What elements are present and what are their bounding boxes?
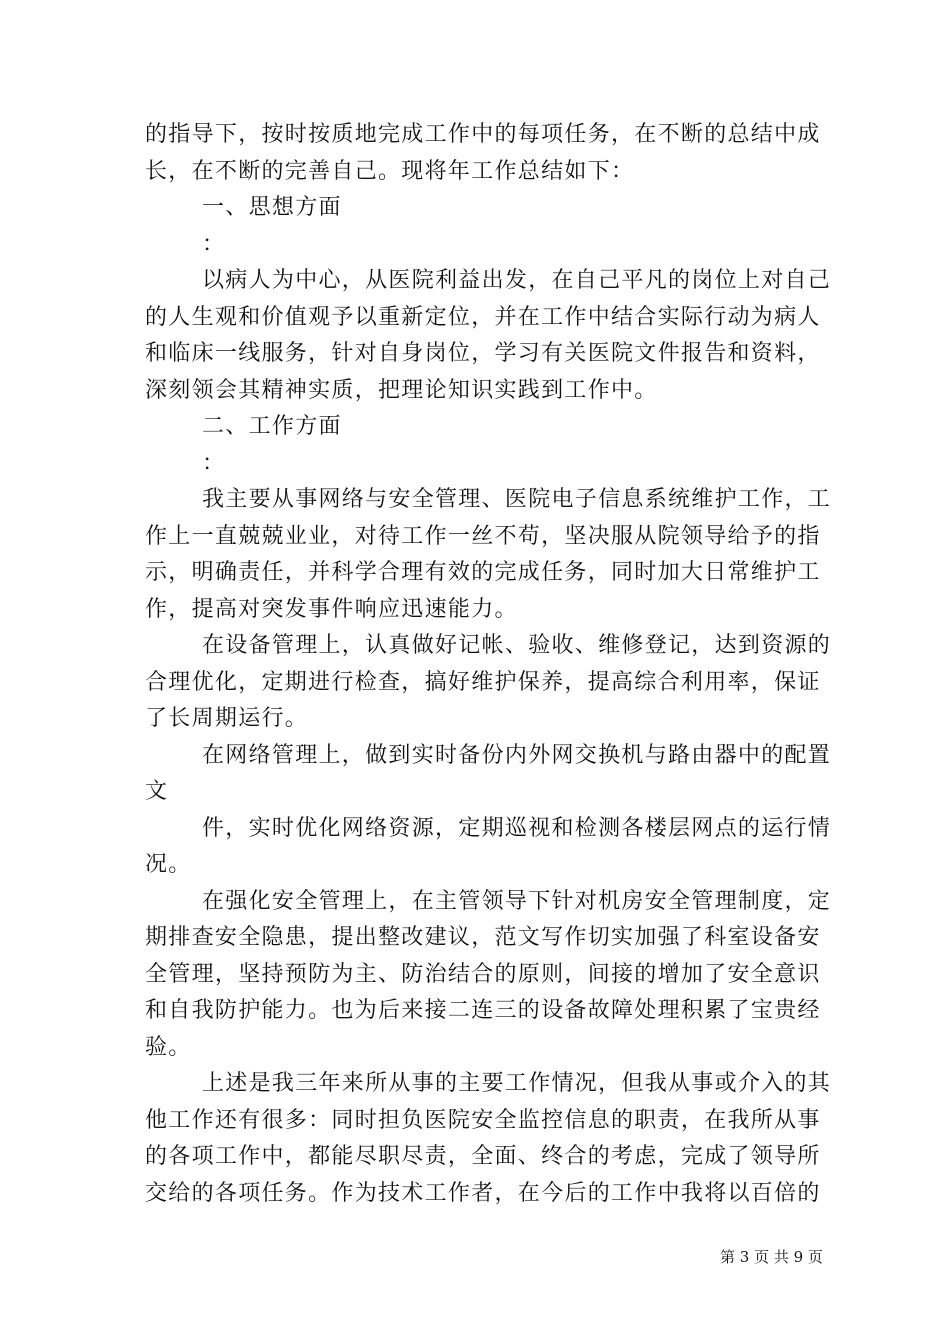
section-heading-work: 二、工作方面 — [202, 414, 342, 439]
text-line: 验。 — [145, 1034, 192, 1060]
text-line: 交给的各项任务。作为技术工作者，在今后的工作中我将以百倍的 — [145, 1180, 821, 1206]
section-heading-thought: 一、思想方面 — [202, 195, 342, 220]
text-line: 作上一直兢兢业业，对待工作一丝不苟，坚决服从院领导给予的指 — [145, 523, 821, 549]
text-line: 和临床一线服务，针对自身岗位，学习有关医院文件报告和资料， — [145, 341, 821, 366]
text-line: 和自我防护能力。也为后来接二连三的设备故障处理积累了宝贵经 — [145, 998, 821, 1023]
text-line: 在强化安全管理上，在主管领导下针对机房安全管理制度，定 — [202, 888, 832, 914]
text-line: 了长周期运行。 — [145, 706, 309, 731]
text-line: 的人生观和价值观予以重新定位，并在工作中结合实际行动为病人 — [145, 304, 821, 330]
text-line: 件，实时优化网络资源，定期巡视和检测各楼层网点的运行情 — [202, 815, 832, 841]
text-line: 深刻领会其精神实质，把理论知识实践到工作中。 — [145, 377, 658, 403]
text-line: 文 — [145, 779, 169, 804]
text-line: 合理优化，定期进行检查，搞好维护保养，提高综合利用率，保证 — [145, 669, 821, 695]
text-line: 上述是我三年来所从事的主要工作情况，但我从事或介入的其 — [202, 1071, 832, 1096]
document-body — [145, 117, 832, 1212]
page-number: 第 3 页 共 9 页 — [720, 1248, 823, 1266]
text-line: 在设备管理上，认真做好记帐、验收、维修登记，达到资源的 — [202, 633, 832, 658]
text-line: 全管理，坚持预防为主、防治结合的原则，间接的增加了安全意识 — [145, 961, 821, 987]
text-line: 示，明确责任，并科学合理有效的完成任务，同时加大日常维护工 — [145, 560, 821, 585]
text-line: 长，在不断的完善自己。现将年工作总结如下： — [145, 158, 635, 184]
text-line: 作，提高对突发事件响应迅速能力。 — [145, 596, 518, 622]
text-line: 在网络管理上，做到实时备份内外网交换机与路由器中的配置 — [202, 742, 832, 768]
text-line: 以病人为中心，从医院利益出发，在自己平凡的岗位上对自己 — [202, 268, 832, 293]
text-line: 我主要从事网络与安全管理、医院电子信息系统维护工作，工 — [202, 487, 832, 512]
text-line: 的指导下，按时按质地完成工作中的每项任务，在不断的总结中成 — [145, 122, 821, 147]
text-line: ： — [202, 450, 226, 476]
text-line: 他工作还有很多：同时担负医院安全监控信息的职责，在我所从事 — [145, 1107, 821, 1133]
text-line: 况。 — [145, 852, 192, 877]
text-line: 期排查安全隐患，提出整改建议，范文写作切实加强了科室设备安 — [145, 925, 821, 950]
text-line: 的各项工作中，都能尽职尽责，全面、终合的考虑，完成了领导所 — [145, 1144, 821, 1169]
text-line: ： — [202, 231, 226, 257]
